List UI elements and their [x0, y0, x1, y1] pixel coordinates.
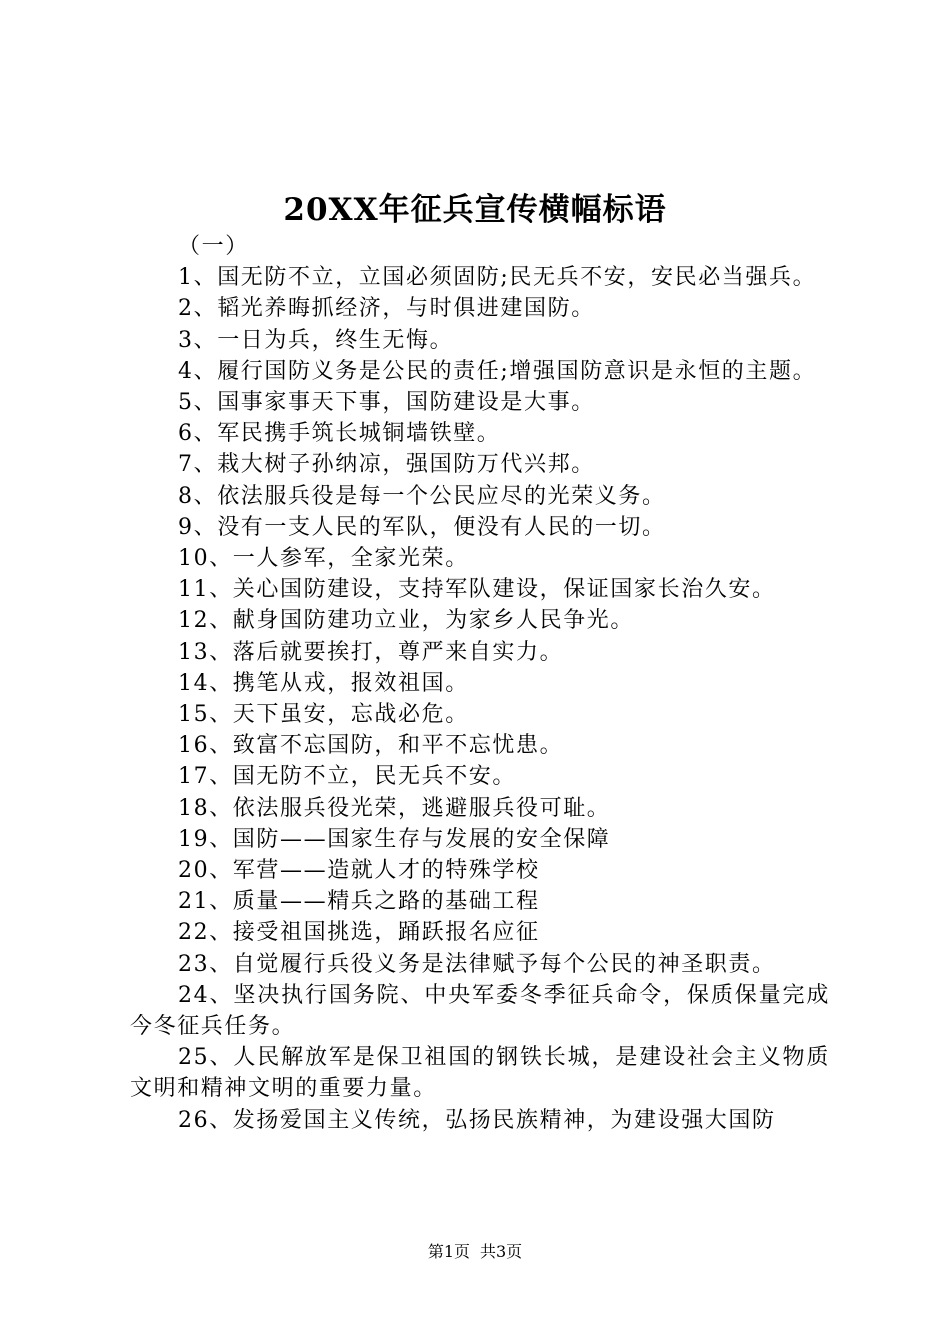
slogan-paragraph: 16、致富不忘国防，和平不忘忧患。: [178, 733, 564, 759]
slogan-paragraph: 26、发扬爱国主义传统，弘扬民族精神，为建设强大国防: [178, 1107, 776, 1133]
page-footer: [0, 1240, 950, 1264]
slogan-paragraph: 10、一人参军，全家光荣。: [178, 546, 469, 572]
slogan-paragraph: 14、携笔从戎，报效祖国。: [178, 670, 469, 696]
document-body: [130, 231, 830, 1136]
slogan-paragraph: 13、落后就要挨打，尊严来自实力。: [178, 639, 564, 665]
slogan-paragraph: 20、军营——造就人才的特殊学校: [178, 858, 540, 884]
page-number-total: 共3页: [480, 1242, 523, 1261]
slogan-paragraph: 18、依法服兵役光荣，逃避服兵役可耻。: [178, 795, 611, 821]
slogan-paragraph: 5、国事家事天下事，国防建设是大事。: [178, 390, 595, 416]
slogan-paragraph: 7、栽大树子孙纳凉，强国防万代兴邦。: [178, 452, 595, 478]
document-title: 20XX年征兵宣传横幅标语: [283, 192, 667, 228]
page-number-current: 第1页: [427, 1242, 470, 1261]
slogan-paragraph: 9、没有一支人民的军队，便没有人民的一切。: [178, 514, 666, 540]
slogan-paragraph: 17、国无防不立，民无兵不安。: [178, 764, 516, 790]
slogan-paragraph: 19、国防——国家生存与发展的安全保障: [178, 826, 611, 852]
slogan-paragraph: 15、天下虽安，忘战必危。: [178, 702, 469, 728]
slogan-paragraph: 24、坚决执行国务院、中央军委冬季征兵命令，保质保量完成今冬征兵任务。: [130, 982, 830, 1040]
slogan-paragraph: 11、关心国防建设，支持军队建设，保证国家长治久安。: [178, 577, 776, 603]
slogan-paragraph: 12、献身国防建功立业，为家乡人民争光。: [178, 608, 634, 634]
slogan-paragraph: 3、一日为兵，终生无悔。: [178, 327, 454, 353]
section-heading: （一）: [178, 234, 249, 259]
slogan-paragraph: 2、韬光养晦抓经济，与时俱进建国防。: [178, 296, 595, 322]
slogan-paragraph: 4、履行国防义务是公民的责任;增强国防意识是永恒的主题。: [178, 358, 817, 384]
slogan-paragraph: 23、自觉履行兵役义务是法律赋予每个公民的神圣职责。: [178, 951, 776, 977]
slogan-paragraph: 22、接受祖国挑选，踊跃报名应征: [178, 920, 540, 946]
slogan-paragraph: 21、质量——精兵之路的基础工程: [178, 889, 540, 915]
slogan-paragraph: 1、国无防不立，立国必须固防;民无兵不安，安民必当强兵。: [178, 265, 817, 291]
slogan-paragraph: 8、依法服兵役是每一个公民应尽的光荣义务。: [178, 483, 666, 509]
slogan-paragraph: 25、人民解放军是保卫祖国的钢铁长城，是建设社会主义物质文明和精神文明的重要力量。: [130, 1045, 830, 1102]
slogan-paragraph: 6、军民携手筑长城铜墙铁壁。: [178, 421, 501, 447]
